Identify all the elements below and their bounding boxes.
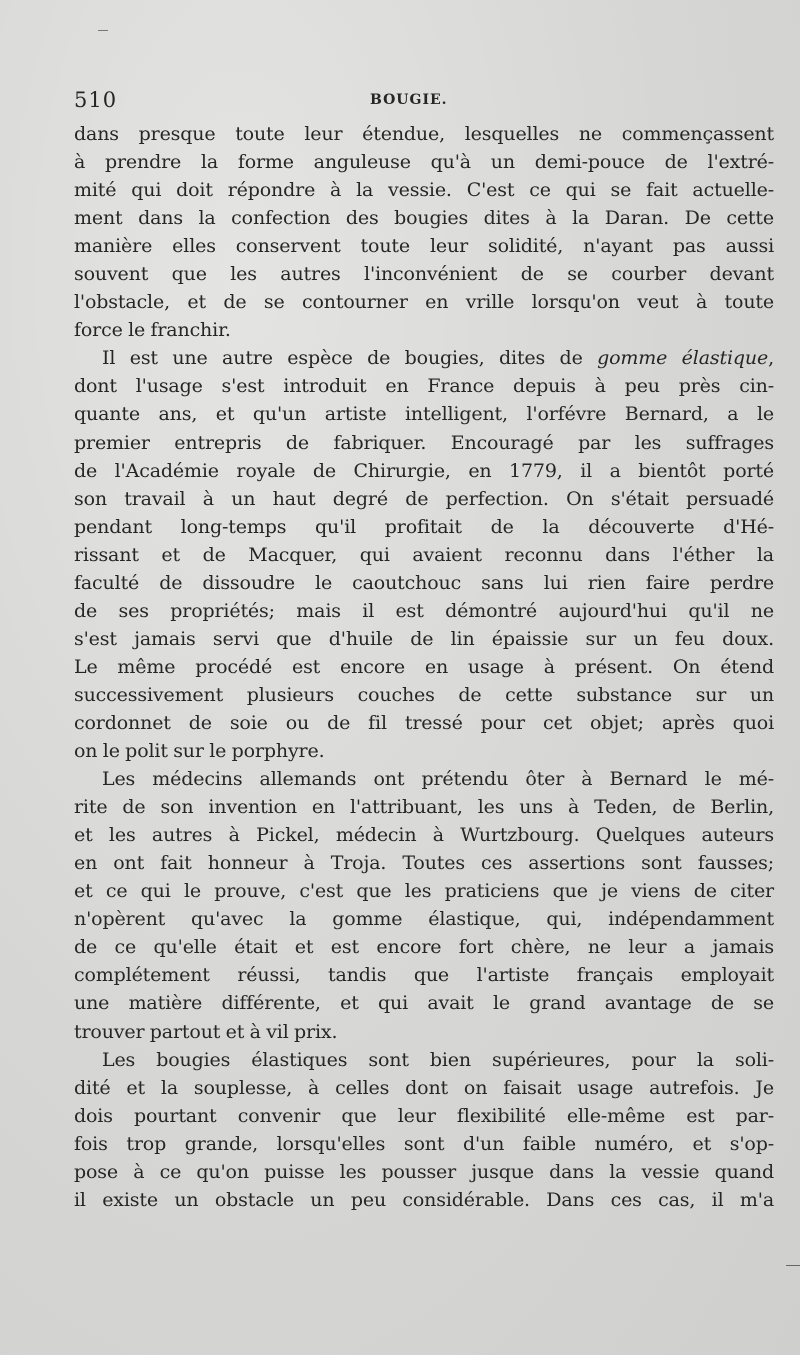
text-line: successivement plusieurs couches de cette substance sur un <box>74 683 774 706</box>
text-line: dont l'usage s'est introduit en France depuis à peu près cin- <box>74 375 774 398</box>
text-line: complétement réussi, tandis que l'artiste français employait <box>74 964 774 987</box>
text-line: n'opèrent qu'avec la gomme élastique, qui, indépendamment <box>74 908 774 931</box>
text-line: Les médecins allemands ont prétendu ôter à Bernard le mé- <box>102 768 774 791</box>
text-line: il existe un obstacle un peu considérable. Dans ces cas, il m'a <box>74 1188 774 1211</box>
paragraph <box>74 1046 774 1214</box>
text-line: de l'Académie royale de Chirurgie, en 1779, il a bientôt porté <box>74 459 774 482</box>
text-line: manière elles conservent toute leur solidité, n'ayant pas aussi <box>74 235 774 258</box>
body-text <box>74 120 774 1214</box>
text-line: dans presque toute leur étendue, lesquelles ne commençassent <box>74 123 774 145</box>
text-line: s'est jamais servi que d'huile de lin épaissie sur un feu doux. <box>74 627 774 650</box>
text-line: ment dans la confection des bougies dites à la Daran. De cette <box>74 207 774 230</box>
text-line: et ce qui le prouve, c'est que les praticiens que je viens de citer <box>74 880 774 903</box>
text-line: on le polit sur le porphyre. <box>74 740 325 763</box>
text-line: et les autres à Pickel, médecin à Wurtzbourg. Quelques auteurs <box>74 824 774 847</box>
paragraph <box>74 344 774 765</box>
text-line: de ses propriétés; mais il est démontré aujourd'hui qu'il ne <box>74 599 774 622</box>
text-line: faculté de dissoudre le caoutchouc sans lui rien faire perdre <box>74 571 774 594</box>
running-head <box>74 82 774 120</box>
text-line: de ce qu'elle était et est encore fort chère, ne leur a jamais <box>74 936 774 959</box>
text-line: Le même procédé est encore en usage à présent. On étend <box>74 655 774 678</box>
text-line: quante ans, et qu'un artiste intelligent, l'orfévre Bernard, a le <box>74 403 774 426</box>
running-title: BOUGIE. <box>370 92 448 108</box>
text-line: fois trop grande, lorsqu'elles sont d'un faible numéro, et s'op- <box>74 1132 774 1155</box>
text-line: rite de son invention en l'attribuant, les uns à Teden, de Berlin, <box>74 796 774 819</box>
text-line: à prendre la forme anguleuse qu'à un demi-pouce de l'extré- <box>74 151 774 174</box>
text-line: trouver partout et à vil prix. <box>74 1020 338 1043</box>
book-page <box>74 82 774 1214</box>
text-line: pendant long-temps qu'il profitait de la découverte d'Hé- <box>74 515 774 538</box>
text-line: Il est une autre espèce de bougies, dites de gomme élastique, <box>102 347 774 370</box>
scan-mark <box>786 1265 800 1266</box>
text-line: premier entrepris de fabriquer. Encouragé par les suffrages <box>74 431 774 454</box>
text-line: son travail à un haut degré de perfection. On s'était persuadé <box>74 487 774 510</box>
text-line: pose à ce qu'on puisse les pousser jusque dans la vessie quand <box>74 1160 774 1183</box>
text-line: dois pourtant convenir que leur flexibilité elle-même est par- <box>74 1104 774 1127</box>
paragraph <box>74 120 774 344</box>
text-line: dité et la souplesse, à celles dont on faisait usage autrefois. Je <box>74 1076 774 1099</box>
text-line: force le franchir. <box>74 319 231 342</box>
text-line: souvent que les autres l'inconvénient de se courber devant <box>74 263 774 286</box>
page-number: 510 <box>74 88 118 112</box>
paragraph <box>74 765 774 1045</box>
text-line: Les bougies élastiques sont bien supérieures, pour la soli- <box>102 1048 774 1071</box>
text-line: une matière différente, et qui avait le grand avantage de se <box>74 992 774 1015</box>
text-line: rissant et de Macquer, qui avaient reconnu dans l'éther la <box>74 543 774 566</box>
text-line: mité qui doit répondre à la vessie. C'est ce qui se fait actuelle- <box>74 179 774 202</box>
text-line: cordonnet de soie ou de fil tressé pour cet objet; après quoi <box>74 711 774 734</box>
italic-term: gomme élastique <box>597 347 769 370</box>
text-line: l'obstacle, et de se contourner en vrille lorsqu'on veut à toute <box>74 291 774 314</box>
text-line: en ont fait honneur à Troja. Toutes ces assertions sont fausses; <box>74 852 774 875</box>
scan-mark <box>98 30 108 31</box>
